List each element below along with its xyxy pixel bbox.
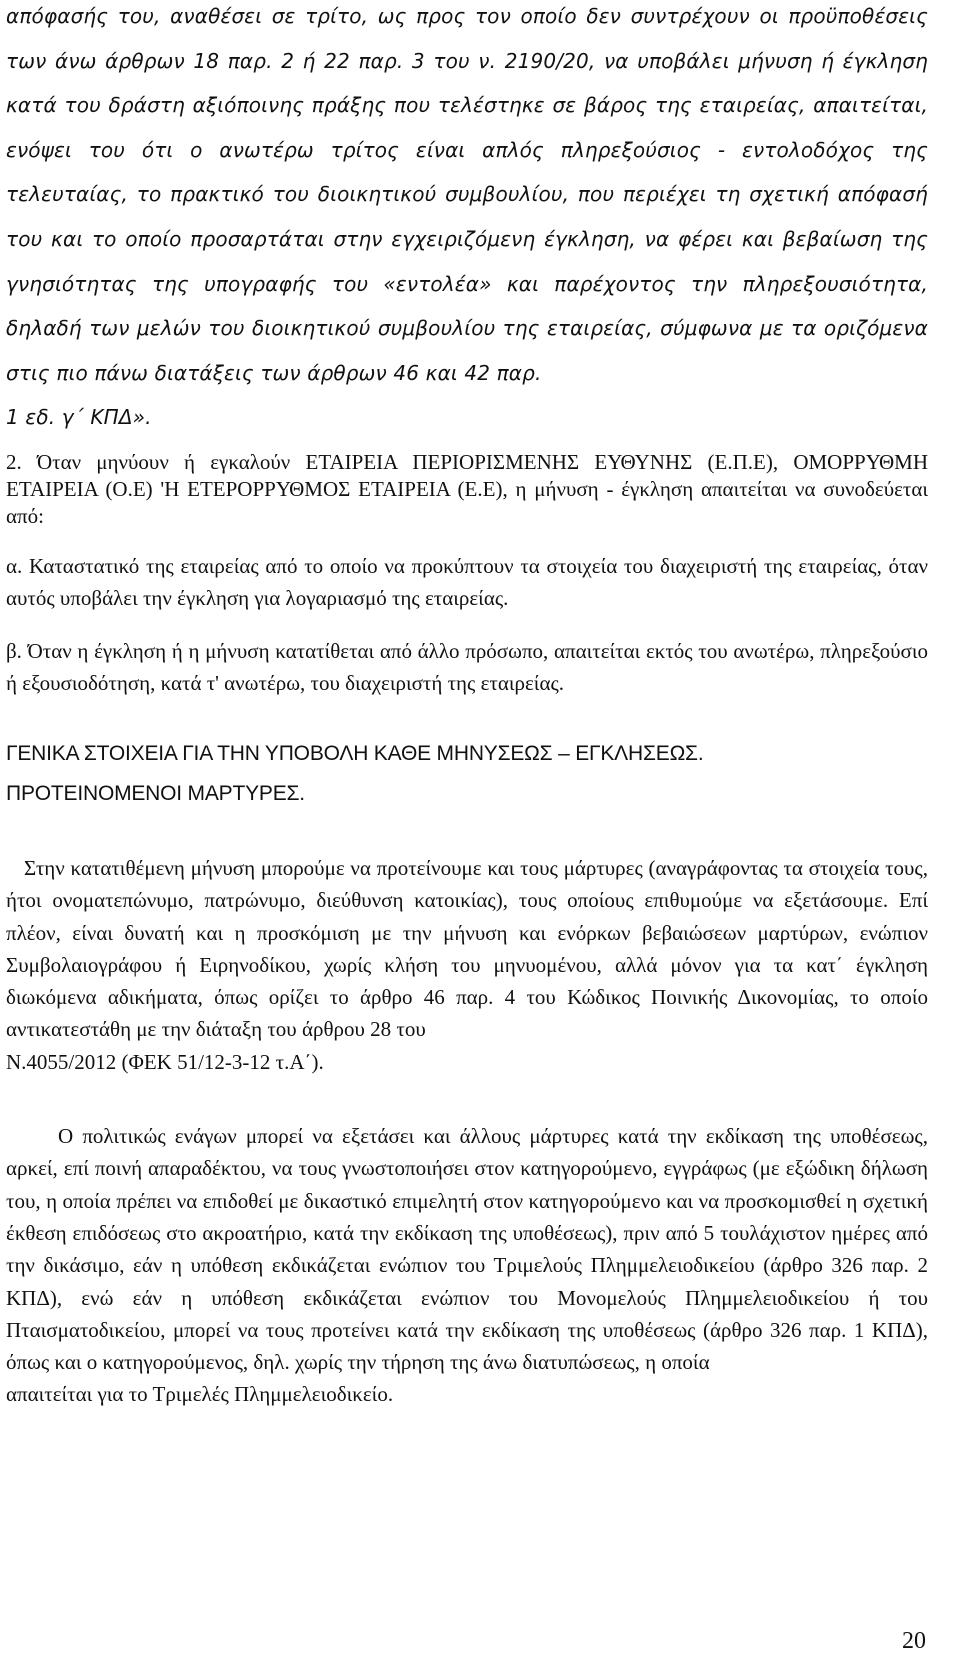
civil-plaintiff-last-line: απαιτείται για το Τριμελές Πλημμελειοδικείο. [6,1382,394,1407]
heading-general-info: ΓΕΝΙΚΑ ΣΤΟΙΧΕΙΑ ΓΙΑ ΤΗΝ ΥΠΟΒΟΛΗ ΚΑΘΕ ΜΗΝΥΣΕΩΣ – ΕΓΚΛΗΣΕΩΣ. [6,741,704,765]
witness-text: Στην κατατιθέμενη μήνυση μπορούμε να προτείνουμε και τους μάρτυρες (αναγράφοντας τα στοιχεία τους, ήτοι ονοματεπώνυμο, πατρώνυμο, διεύθυνση κατοικίας), τους οποίους επιθυμούμε να εξετάσουμε. Επί πλέον, είναι δυνατή και η προσκόμιση με την μήνυση και ενόρκων βεβαιώσεων μαρτύρων, ενώπιον Συμβολαιογράφου ή Ειρηνοδίκου, χωρίς κλήση του μηνυομένου, αλλά μόνον για τα κατ΄ έγκληση διωκόμενα αδικήματα, όπως ορίζει το άρθρο 46 παρ. 4 του Κώδικος Ποινικής Δικονομίας, το οποίο αντικατεστάθη με την διάταξη του άρθρου 28 του [6,855,928,1042]
section-heading-general [6,734,928,814]
italic-quote-last-line: 1 εδ. γ΄ ΚΠΔ». [6,405,152,430]
civil-plaintiff-paragraph [6,1120,928,1411]
witness-last-line: Ν.4055/2012 (ΦΕΚ 51/12-3-12 τ.Α΄). [6,1049,324,1074]
list-item-a: α. Καταστατικό της εταιρείας από το οποίο να προκύπτουν τα στοιχεία του διαχειριστή της εταιρείας, όταν αυτός υποβάλει την έγκληση για λογαριασμό της εταιρείας. [6,553,928,611]
heading-proposed-witnesses: ΠΡΟΤΕΙΝΟΜΕΝΟΙ ΜΑΡΤΥΡΕΣ. [6,781,305,805]
list-item-b: β. Όταν η έγκληση ή η μήνυση κατατίθεται από άλλο πρόσωπο, απαιτείται εκτός του ανωτέρω, πληρεξούσιο ή εξουσιοδότηση, κατά τ' ανωτέρω, του διαχειριστή της εταιρείας. [6,638,928,696]
italic-quote-text: απόφασής του, αναθέσει σε τρίτο, ως προς τον οποίο δεν συντρέχουν οι προϋποθέσεις των άνω άρθρων 18 παρ. 2 ή 22 παρ. 3 του ν. 2190/20, να υποβάλει μήνυση ή έγκληση κατά του δράστη αξιόποινης πράξης που τελέστηκε σε βάρος της εταιρείας, απαιτείται, ενόψει του ότι ο ανωτέρω τρίτος είναι απλός πληρεξούσιος - εντολοδόχος της τελευταίας, το πρακτικό του διοικητικού συμβουλίου, που περιέχει τη σχετική απόφασή του και το οποίο προσαρτάται στην εγχειριζόμενη έγκληση, να φέρει και βεβαίωση της γνησιότητας της υπογραφής του «εντολέα» και παρέχοντος την πληρεξουσιότητα, δηλαδή των μελών του διοικητικού συμβουλίου της εταιρείας, σύμφωνα με τα οριζόμενα στις πιο πάνω διατάξεις των άρθρων 46 και 42 παρ. [6,4,928,385]
italic-quote-paragraph [6,0,928,440]
witness-paragraph [6,852,928,1078]
civil-plaintiff-text: Ο πολιτικώς ενάγων μπορεί να εξετάσει και άλλους μάρτυρες κατά την εκδίκαση της υποθέσεως, αρκεί, επί ποινή απαραδέκτου, να τους γνωστοποιήσει στον κατηγορούμενο, εγγράφως (με εξώδικη δήλωση του, η οποία πρέπει να επιδοθεί με δικαστικό επιμελητή στον κατηγορούμενο και να προσκομισθεί η σχετική έκθεση επιδόσεως στο ακροατήριο, κατά την εκδίκαση της υποθέσεως), πριν από 5 τουλάχιστον ημέρες από την δικάσιμο, εάν η υπόθεση εκδικάζεται ενώπιον του Τριμελούς Πλημμελειοδικείου (άρθρο 326 παρ. 2 ΚΠΔ), ενώ εάν η υπόθεση εκδικάζεται ενώπιον του Μονομελούς Πλημμελειοδικείου ή του Πταισματοδικείου, μπορεί να τους προτείνει κατά την εκδίκαση της υποθέσεως (άρθρο 326 παρ. 1 ΚΠΔ), όπως και ο κατηγορούμενος, δηλ. χωρίς την τήρηση της άνω διατυπώσεως, η οποία [6,1124,928,1375]
numbered-paragraph-2: 2. Όταν μηνύουν ή εγκαλούν ΕΤΑΙΡΕΙΑ ΠΕΡΙΟΡΙΣΜΕΝΗΣ ΕΥΘΥΝΗΣ (Ε.Π.Ε), ΟΜΟΡΡΥΘΜΗ ΕΤΑΙΡΕΙΑ (Ο.Ε) 'Η ΕΤΕΡΟΡΡΥΘΜΟΣ ΕΤΑΙΡΕΙΑ (Ε.Ε), η μήνυση - έγκληση απαιτείται να συνοδεύεται από: [6,449,928,528]
page-number: 20 [902,1628,926,1654]
